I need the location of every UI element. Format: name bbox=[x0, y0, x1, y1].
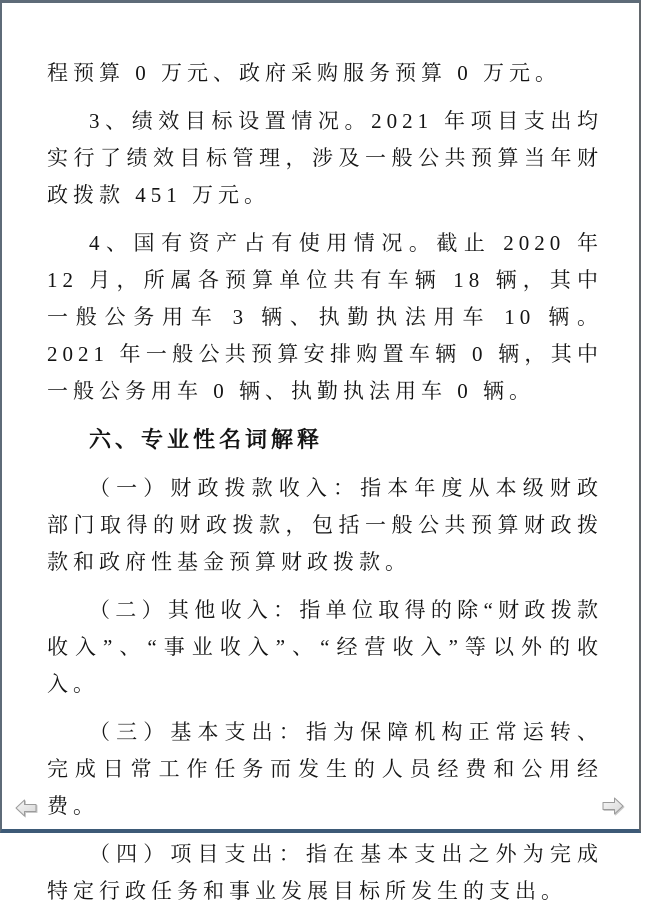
paragraph: 程预算 0 万元、政府采购服务预算 0 万元。 bbox=[47, 61, 561, 85]
document-body bbox=[47, 55, 603, 921]
paragraph: 4、国有资产占有使用情况。截止 2020 年 12 月，所属各预算单位共有车辆 18 辆，其中一般公务用车 3 辆、执勤执法用车 10 辆。2021 年一般公共预算安排购置车辆 0 辆，其中一般公务用车 0 辆、执勤执法用车 0 辆。 bbox=[47, 231, 603, 403]
paragraph: （一）财政拨款收入：指本年度从本级财政部门取得的财政拨款，包括一般公共预算财政拨款和政府性基金预算财政拨款。 bbox=[47, 476, 603, 574]
section-heading: 六、专业性名词解释 bbox=[89, 427, 324, 452]
next-page-button[interactable] bbox=[602, 797, 624, 815]
prev-page-button[interactable] bbox=[15, 799, 37, 817]
arrow-right-icon bbox=[602, 797, 624, 815]
paragraph: （四）项目支出：指在基本支出之外为完成特定行政任务和事业发展目标所发生的支出。 bbox=[47, 842, 603, 903]
arrow-left-icon bbox=[15, 799, 37, 817]
paragraph: （二）其他收入：指单位取得的除“财政拨款收入”、“事业收入”、“经营收入”等以外的收入。 bbox=[47, 598, 603, 696]
paragraph: 3、绩效目标设置情况。2021 年项目支出均实行了绩效目标管理，涉及一般公共预算当年财政拨款 451 万元。 bbox=[47, 109, 603, 207]
paragraph: （三）基本支出：指为保障机构正常运转、完成日常工作任务而发生的人员经费和公用经费。 bbox=[47, 720, 603, 818]
